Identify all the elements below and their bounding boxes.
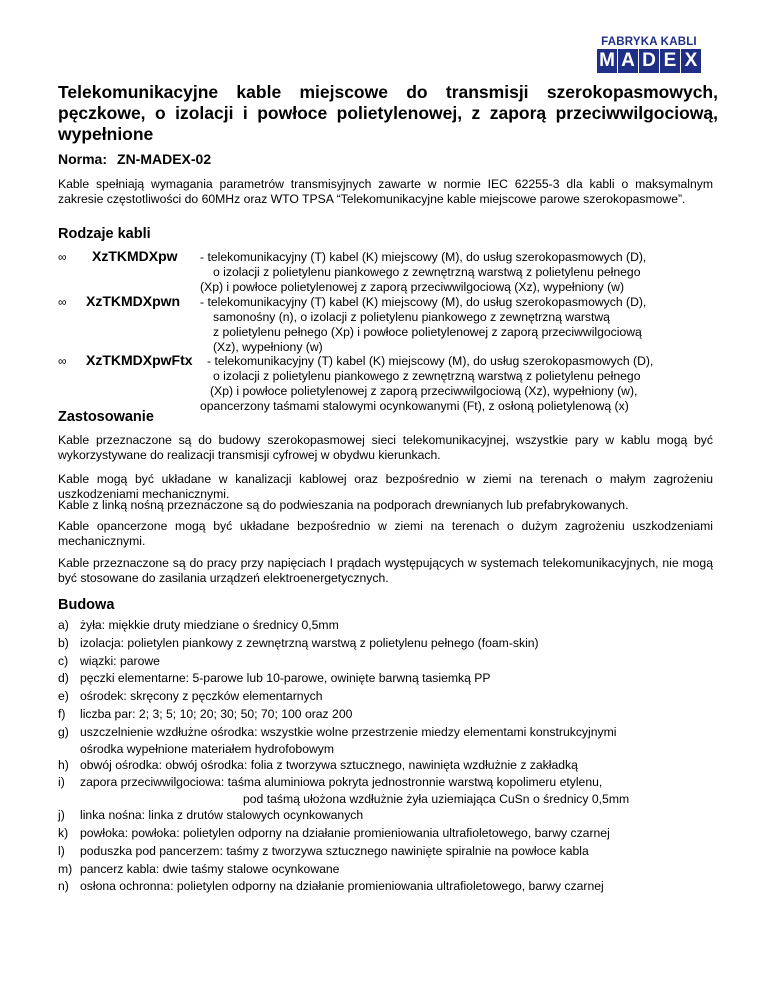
- list-text: linka nośna: linka z drutów stalowych ocynkowanych: [80, 808, 364, 823]
- norma-code: ZN-MADEX-02: [117, 151, 212, 167]
- cable-type-desc-line: (Xp) i powłoce polietylenowej z zaporą przeciwwilgociową (Xz), wypełniony (w): [200, 280, 625, 294]
- cable-type-item: [58, 354, 718, 416]
- list-text-continuation: ośrodka wypełnione materiałem hydrofobowym: [80, 741, 335, 756]
- cable-type-desc-line: samonośny (n), o izolacji z polietylenu piankowego z zewnętrzną warstwą: [213, 310, 610, 324]
- construction-list: [58, 617, 718, 896]
- list-item: [58, 617, 718, 635]
- logo-wordmark: [587, 49, 711, 73]
- list-item: [58, 878, 718, 896]
- company-logo: [587, 36, 711, 76]
- list-letter: e): [58, 689, 69, 704]
- list-item: [58, 774, 718, 807]
- cable-type-code: XzTKMDXpw: [92, 248, 178, 264]
- list-text: pęczki elementarne: 5-parowe lub 10-parowe, owinięte barwną tasiemką PP: [80, 671, 491, 686]
- list-text: poduszka pod pancerzem: taśmy z tworzywa sztucznego nawinięte spiralnie na powłoce kabla: [80, 843, 589, 858]
- list-letter: c): [58, 653, 69, 668]
- infinity-bullet-icon: ∞: [58, 250, 67, 264]
- list-letter: g): [58, 724, 69, 739]
- cable-type-desc-line: opancerzony taśmami stalowymi ocynkowanymi (Ft), z osłoną polietylenową (x): [200, 399, 629, 413]
- list-letter: i): [58, 775, 65, 790]
- cable-type-desc-line: - telekomunikacyjny (T) kabel (K) miejscowy (M), do usług szerokopasmowych (D),: [207, 354, 654, 368]
- logo-letter: E: [660, 49, 680, 73]
- application-paragraph: Kable mogą być układane w kanalizacji kablowej oraz bezpośrednio w ziemi na terenach o małym zagrożeniu uszkodzeniami mechanicznymi.: [58, 472, 713, 501]
- cable-type-item: [58, 250, 718, 298]
- logo-letter: M: [597, 49, 617, 73]
- cable-type-desc-line: - telekomunikacyjny (T) kabel (K) miejscowy (M), do usług szerokopasmowych (D),: [200, 250, 647, 264]
- infinity-bullet-icon: ∞: [58, 295, 67, 309]
- list-item: [58, 653, 718, 671]
- logo-letter: A: [618, 49, 638, 73]
- list-text: izolacja: polietylen piankowy z zewnętrzną warstwą z polietylenu pełnego (foam-skin): [80, 635, 539, 650]
- list-item: [58, 757, 718, 775]
- norma-line: [58, 151, 211, 167]
- list-item: [58, 843, 718, 861]
- list-item: [58, 807, 718, 825]
- list-text: wiązki: parowe: [80, 653, 160, 668]
- list-item: [58, 861, 718, 879]
- application-paragraph: Kable opancerzone mogą być układane bezpośrednio w ziemi na terenach o dużym zagrożeniu uszkodzeniami mechanicznymi.: [58, 519, 713, 548]
- list-letter: b): [58, 635, 69, 650]
- list-letter: a): [58, 618, 69, 632]
- list-letter: k): [58, 825, 69, 840]
- cable-type-desc-line: (Xz), wypełniony (w): [213, 340, 323, 354]
- list-text: żyła: miękkie druty miedziane o średnicy 0,5mm: [80, 618, 339, 632]
- list-text: zapora przeciwwilgociowa: taśma aluminiowa pokryta jednostronnie warstwą kopolimeru etylenu,: [80, 775, 603, 790]
- list-item: [58, 706, 718, 724]
- infinity-bullet-icon: ∞: [58, 354, 67, 368]
- list-item: [58, 688, 718, 706]
- list-text: ośrodek: skręcony z pęczków elementarnych: [80, 689, 323, 704]
- list-item: [58, 825, 718, 843]
- norma-label: Norma:: [58, 151, 108, 167]
- cable-type-desc-line: (Xp) i powłoce polietylenowej z zaporą przeciwwilgociową (Xz), wypełniony (w),: [210, 384, 638, 398]
- logo-letter: D: [639, 49, 659, 73]
- list-text: uszczelnienie wzdłużne ośrodka: wszystkie wolne przestrzenie miedzy elementami konstrukcyjnymi: [80, 724, 617, 739]
- document-title: Telekomunikacyjne kable miejscowe do transmisji szerokopasmowych, pęczkowe, o izolacji i powłoce polietylenowej, z zaporą przeciwwilgociową, wypełnione: [58, 82, 718, 144]
- cable-type-desc-line: o izolacji z polietylenu piankowego z zewnętrzną warstwą z polietylenu pełnego: [213, 265, 641, 279]
- cable-type-desc-line: z polietylenu pełnego (Xp) i powłoce polietylenowej z zaporą przeciwwilgociową: [213, 325, 642, 339]
- cable-type-code: XzTKMDXpwn: [86, 293, 181, 309]
- list-letter: f): [58, 706, 66, 721]
- list-text: pancerz kabla: dwie taśmy stalowe ocynkowane: [80, 861, 340, 876]
- list-letter: l): [58, 843, 65, 858]
- list-letter: h): [58, 757, 69, 772]
- list-letter: j): [58, 808, 65, 823]
- cable-type-desc-line: - telekomunikacyjny (T) kabel (K) miejscowy (M), do usług szerokopasmowych (D),: [200, 295, 647, 309]
- construction-heading: Budowa: [58, 597, 115, 613]
- cable-type-item: [58, 295, 718, 357]
- list-item: [58, 670, 718, 688]
- list-item: [58, 724, 718, 757]
- application-paragraph: Kable przeznaczone są do budowy szerokopasmowej sieci telekomunikacyjnej, wszystkie pary w kablu mogą być wykorzystywane do realizacji transmisji cyfrowej w obydwu kierunkach.: [58, 433, 713, 462]
- list-text: powłoka: powłoka: polietylen odporny na działanie promieniowania ultrafioletowego, barwy czarnej: [80, 825, 610, 840]
- cable-type-desc-line: o izolacji z polietylenu piankowego z zewnętrzną warstwą z polietylenu pełnego: [213, 369, 641, 383]
- list-item: [58, 635, 718, 653]
- logo-top-text: FABRYKA KABLI: [601, 36, 697, 48]
- list-text-continuation: pod taśmą ułożona wzdłużnie żyła uziemiająca CuSn o średnicy 0,5mm: [243, 792, 630, 807]
- types-heading: Rodzaje kabli: [58, 226, 151, 242]
- list-text: obwój ośrodka: obwój ośrodka: folia z tworzywa sztucznego, nawinięta wzdłużnie z zakładką: [80, 757, 578, 772]
- logo-letter: X: [681, 49, 701, 73]
- list-letter: m): [58, 861, 73, 876]
- cable-type-code: XzTKMDXpwFtx: [86, 352, 193, 368]
- application-paragraph: Kable z linką nośną przeznaczone są do podwieszania na podporach drewnianych lub prefabrykowanych.: [58, 498, 629, 512]
- list-letter: n): [58, 879, 69, 894]
- application-paragraph: Kable przeznaczone są do pracy przy napięciach I prądach występujących w systemach telekomunikacyjnych, nie mogą być stosowane do zasilania urządzeń elektroenergetycznych.: [58, 556, 713, 585]
- list-text: osłona ochronna: polietylen odporny na działanie promieniowania ultrafioletowego, barwy czarnej: [80, 879, 604, 894]
- list-text: liczba par: 2; 3; 5; 10; 20; 30; 50; 70; 100 oraz 200: [80, 706, 353, 721]
- application-heading: Zastosowanie: [58, 409, 154, 425]
- intro-paragraph: Kable spełniają wymagania parametrów transmisyjnych zawarte w normie IEC 62255-3 dla kabli o maksymalnym zakresie częstotliwości do 60MHz oraz WTO TPSA “Telekomunikacyjne kable miejscowe parowe szerokopasmowe”.: [58, 177, 713, 206]
- list-letter: d): [58, 671, 69, 686]
